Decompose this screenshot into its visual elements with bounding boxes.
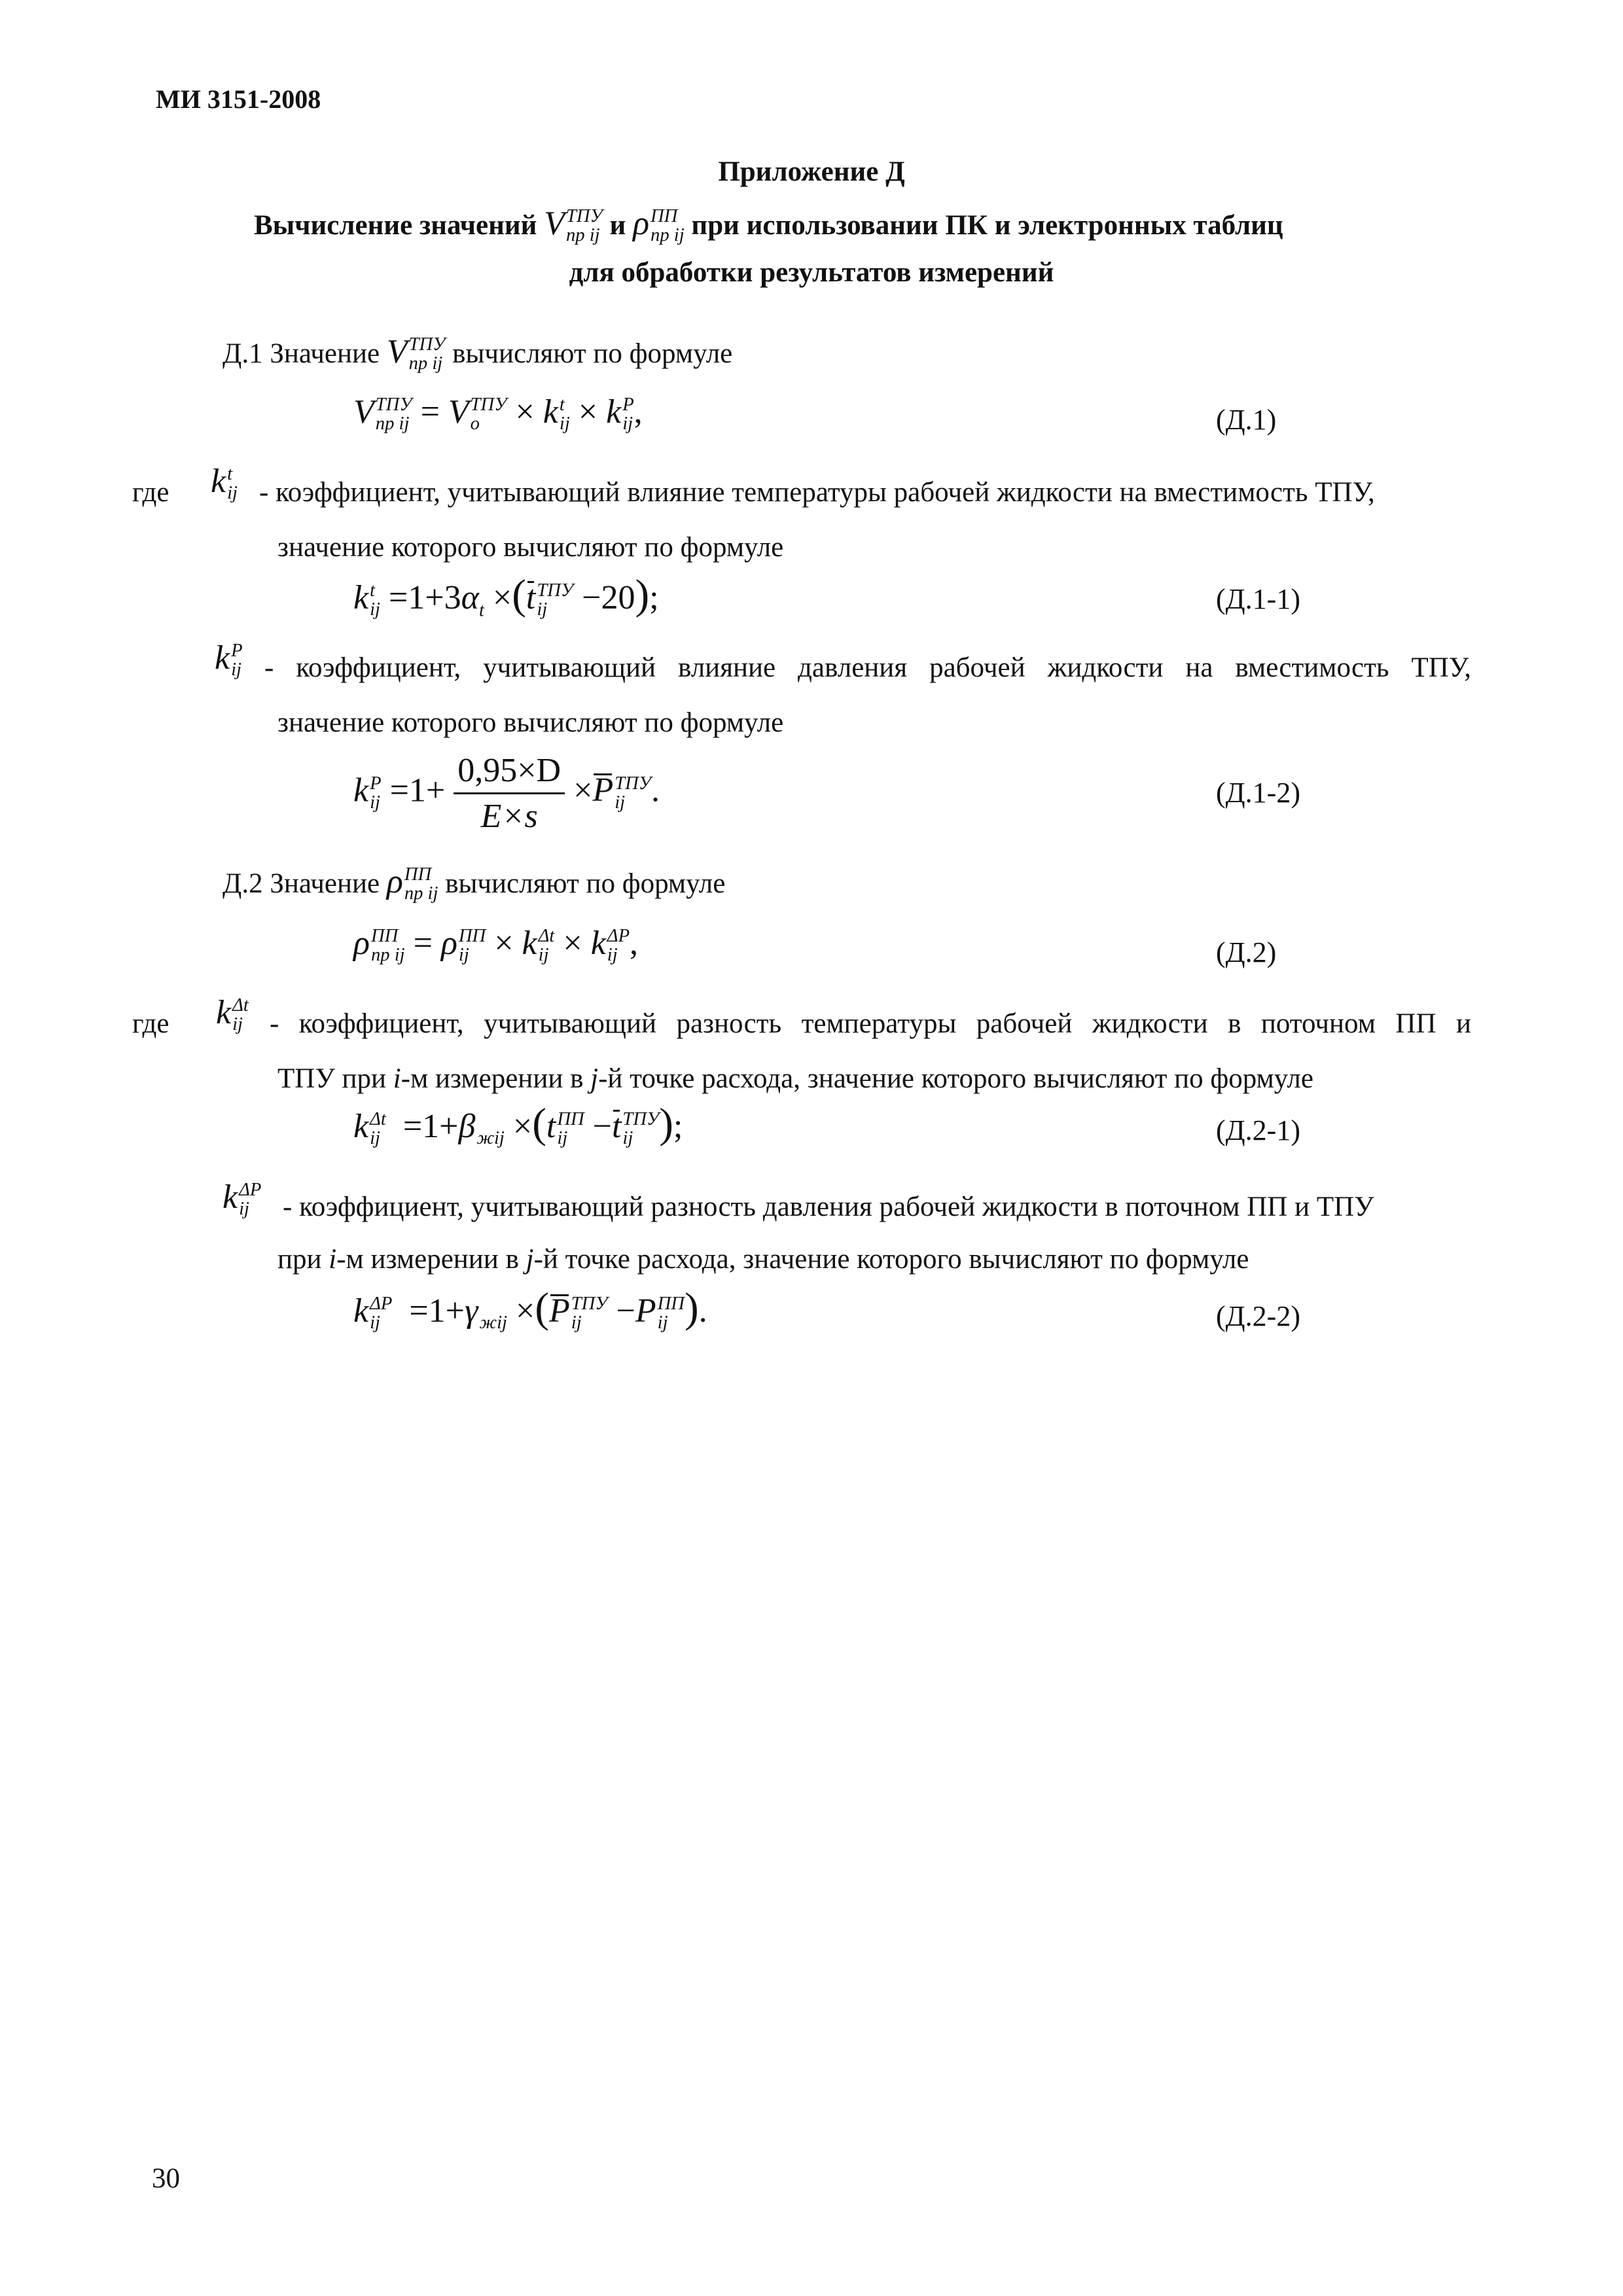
sup-pp: ПП <box>651 206 678 227</box>
appendix-title-line2: для обработки результатов измерений <box>569 257 1054 288</box>
equation-number-d1: (Д.1) <box>1216 404 1277 436</box>
equation-number-d2: (Д.2) <box>1216 936 1277 968</box>
equation-d2-1: k Δt ij =1+β жij ×(t ПП ij −t ТПУ ij ); <box>353 1100 683 1149</box>
equation-d2: ρ ПП пр ij = ρ ПП ij × k Δt ij × k ΔP ij , <box>353 925 639 966</box>
kdp-desc-line1: - коэффициент, учитывающий разность давления рабочей жидкости в поточном ПП и ТПУ <box>283 1192 1374 1222</box>
sub-pr-ij: пр ij <box>651 225 685 246</box>
d2-word: Значение <box>270 868 380 899</box>
equation-d1: V ТПУ пр ij = V ТПУ o × k t ij × k P ij , <box>353 393 643 434</box>
appendix-heading: Приложение Д <box>718 156 905 187</box>
document-id: МИ 3151-2008 <box>156 84 321 114</box>
sup-tpu: ТПУ <box>565 206 603 227</box>
kt-desc-line2: значение которого вычисляют по формуле <box>277 532 784 563</box>
equation-number-d2-2: (Д.2-2) <box>1216 1300 1300 1332</box>
appendix-title-line1 <box>254 204 1283 245</box>
equation-d1-1: k t ij $=1+3\alpha_t \times(t$ ТПУ ij −20); <box>353 571 659 621</box>
d1-word: Значение <box>270 338 380 369</box>
d2-tail: вычисляют по формуле <box>445 868 726 899</box>
title-part2: при использовании ПК и электронных таблиц <box>691 210 1283 241</box>
v-tpu-inline: V ТПУ пр ij <box>386 333 446 374</box>
d1-intro <box>223 332 732 374</box>
kdp-desc-line2: при i-м измерении в j-й точке расхода, значение которого вычисляют по формуле <box>277 1244 1249 1275</box>
fraction-numerator: 0,95×D <box>454 751 565 794</box>
d2-intro <box>223 862 725 904</box>
equation-number-d2-1: (Д.2-1) <box>1216 1114 1300 1146</box>
v-tpu-symbol: V ТПУ пр ij <box>544 205 603 246</box>
k-t-symbol: k t ij <box>211 463 238 504</box>
sub-pr-ij: пр ij <box>565 225 600 246</box>
fraction-denominator: E×s <box>480 798 538 835</box>
where-label-2: где <box>132 1008 169 1039</box>
d2-number: Д.2 <box>223 868 263 899</box>
equation-number-d1-1: (Д.1-1) <box>1216 583 1300 615</box>
kdt-desc-line1: - коэффициент, учитывающий разность температуры рабочей жидкости в поточном ПП и <box>270 1008 1471 1039</box>
kp-desc-line2: значение которого вычисляют по формуле <box>277 707 784 738</box>
k-dp-symbol: k ΔP ij <box>223 1178 262 1220</box>
kp-desc-line1: - коэффициент, учитывающий влияние давления рабочей жидкости на вместимость ТПУ, <box>264 652 1471 683</box>
rho-pp-symbol: ρ ПП пр ij <box>633 205 685 246</box>
equation-d1-2: k P ij =1+ $\frac{0,95\times D}{E\times s}$ ×P ТПУ ij . <box>353 752 660 835</box>
kt-desc-line1: - коэффициент, учитывающий влияние температуры рабочей жидкости на вместимость ТПУ, <box>259 477 1375 508</box>
where-label-1: где <box>132 477 169 508</box>
title-part1: Вычисление значений <box>254 210 537 241</box>
rho-pp-inline: ρ ПП пр ij <box>386 863 438 904</box>
k-dt-symbol: k Δt ij <box>216 994 249 1035</box>
page-number: 30 <box>152 2163 180 2194</box>
equation-d2-2: k ΔP ij =1+γ жij ×(P ТПУ ij −P ПП ij ). <box>353 1284 707 1333</box>
title-and: и <box>609 210 626 241</box>
d1-tail: вычисляют по формуле <box>452 338 733 369</box>
kdt-desc-line2: ТПУ при i-м измерении в j-й точке расхода, значение которого вычисляют по формуле <box>277 1063 1313 1094</box>
equation-number-d1-2: (Д.1-2) <box>1216 777 1300 809</box>
d1-number: Д.1 <box>223 338 263 369</box>
k-p-symbol: k P ij <box>215 639 243 680</box>
